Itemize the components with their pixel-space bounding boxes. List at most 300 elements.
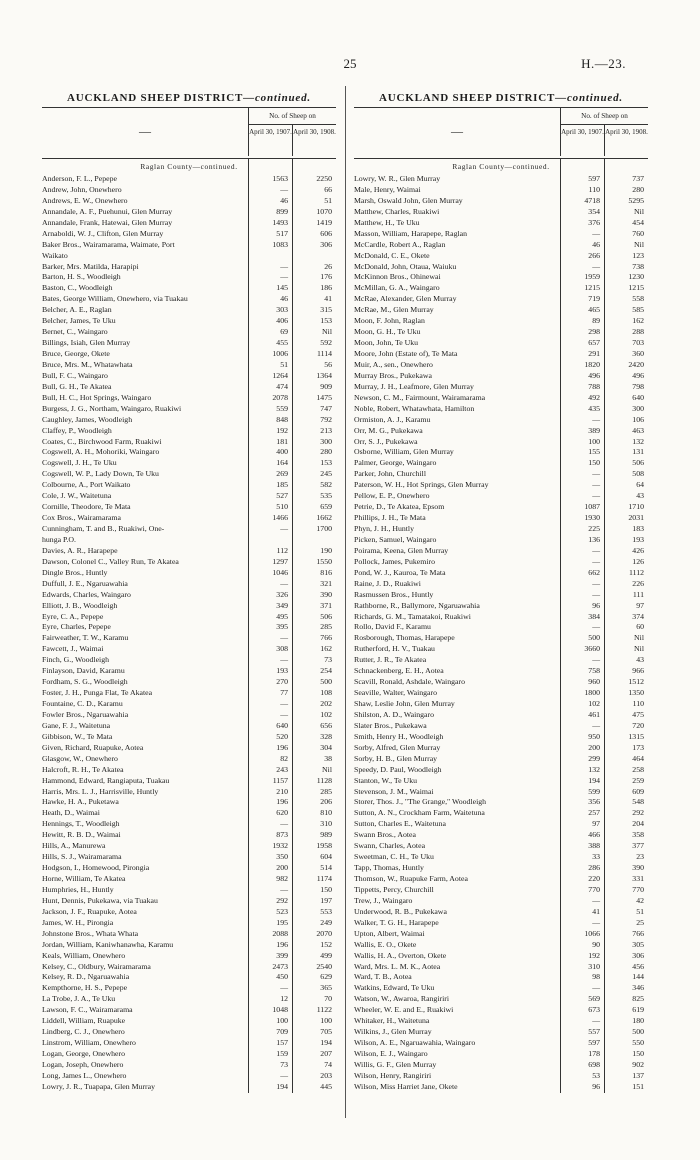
right-rows: [354, 174, 648, 1093]
owner-name: James, W. H., Pirongia: [42, 917, 114, 927]
sheep-1907: 1157: [272, 775, 288, 785]
table-row: [354, 622, 648, 633]
table-row: [42, 852, 336, 863]
table-row: [354, 765, 648, 776]
sheep-1908: 766: [320, 633, 332, 643]
table-row: [354, 929, 648, 940]
sheep-1908: 535: [320, 491, 332, 501]
sheep-1908: 5295: [628, 195, 644, 205]
table-row: [42, 196, 336, 207]
owner-name: Waikato: [42, 250, 68, 260]
owner-name: Andrews, E. W., Onewhero: [42, 195, 128, 205]
table-row: [354, 918, 648, 929]
table-row: [354, 196, 648, 207]
sheep-1907: —: [280, 819, 288, 829]
owner-name: Noble, Robert, Whatawhata, Hamilton: [354, 403, 475, 413]
sheep-1907: 400: [276, 447, 288, 457]
table-row: [354, 272, 648, 283]
owner-name: Underwood, R. B., Pukekawa: [354, 906, 447, 916]
table-row: [354, 458, 648, 469]
sheep-1908: 1700: [316, 524, 332, 533]
owner-name: Finlayson, David, Karamu: [42, 666, 125, 676]
right-subheading-text: Raglan County—continued.: [452, 162, 550, 171]
sheep-1907: 384: [588, 611, 600, 621]
table-row: [354, 360, 648, 371]
sheep-1908: 609: [632, 786, 644, 796]
owner-name: Pollock, James, Pukemiro: [354, 556, 435, 566]
sheep-1907: 178: [588, 1049, 600, 1058]
sheep-1907: 1493: [272, 217, 288, 227]
sheep-1907: 788: [588, 381, 600, 391]
table-row: [42, 229, 336, 240]
owner-name: McDonald, C. E., Okete: [354, 250, 430, 260]
table-row: [354, 601, 648, 612]
sheep-1907: 950: [588, 731, 600, 741]
sheep-1908: 186: [320, 283, 332, 293]
owner-name: Murray, J. H., Leafmore, Glen Murray: [354, 381, 474, 391]
sheep-1908: 810: [320, 808, 332, 818]
sheep-1908: 100: [320, 1016, 332, 1026]
owner-name: Rutter, J. R., Te Akatea: [354, 655, 427, 665]
owner-name: Keals, William, Onewhero: [42, 950, 126, 960]
sheep-1907: 200: [588, 742, 600, 752]
left-header-year-1908: April 30, 1908.: [292, 124, 336, 156]
sheep-1908: 315: [320, 305, 332, 315]
table-row: [42, 174, 336, 185]
table-row: [42, 327, 336, 338]
table-row: [354, 699, 648, 710]
sheep-1907: 1264: [272, 370, 288, 380]
table-row: [354, 349, 648, 360]
owner-name: McMillan, G. A., Waingaro: [354, 283, 440, 293]
left-heading-continued: —continued.: [243, 92, 311, 104]
table-row: [42, 1082, 336, 1093]
table-row: [42, 535, 336, 546]
owner-name: Lindberg, C. J., Onewhero: [42, 1027, 125, 1037]
table-row: [42, 360, 336, 371]
table-row: [354, 174, 648, 185]
table-row: [354, 437, 648, 448]
sheep-1908: 1364: [316, 370, 332, 380]
table-row: [354, 940, 648, 951]
sheep-1907: 406: [276, 316, 288, 326]
sheep-1907: 597: [588, 174, 600, 183]
sheep-1907: 89: [592, 316, 600, 326]
table-row: [42, 885, 336, 896]
sheep-1908: Nil: [634, 644, 644, 654]
owner-name: Gibbison, W., Te Mata: [42, 731, 113, 741]
owner-name: Petrie, D., Te Akatea, Epsom: [354, 502, 445, 512]
owner-name: Bruce, George, Okete: [42, 349, 110, 358]
sheep-1908: 360: [632, 349, 644, 358]
owner-name: La Trobe, J. A., Te Uku: [42, 994, 116, 1004]
owner-name: Schnackenberg, E. H., Aotea: [354, 666, 444, 676]
owner-name: Fowler Bros., Ngaruawahia: [42, 709, 129, 719]
table-row: [354, 426, 648, 437]
sheep-1907: —: [592, 261, 600, 271]
sheep-1907: 2473: [272, 961, 288, 971]
sheep-1908: 456: [632, 961, 644, 971]
sheep-1908: 74: [324, 1059, 332, 1069]
table-row: [42, 896, 336, 907]
sheep-1907: —: [592, 578, 600, 588]
table-row: [354, 721, 648, 732]
owner-name: Fordham, S. G., Woodleigh: [42, 677, 128, 687]
sheep-1907: 662: [588, 567, 600, 577]
sheep-1908: 499: [320, 950, 332, 960]
sheep-1908: Nil: [322, 327, 332, 337]
sheep-1907: 356: [588, 797, 600, 807]
sheep-1907: 620: [276, 808, 288, 818]
owner-name: Annandale, A. F., Puehunui, Glen Murray: [42, 206, 173, 216]
sheep-1908: 500: [320, 677, 332, 687]
table-row: [354, 546, 648, 557]
table-row: [42, 207, 336, 218]
table-row: [42, 962, 336, 973]
owner-name: Phyn, J. H., Huntly: [354, 524, 414, 533]
sheep-1907: —: [280, 578, 288, 588]
table-row: [42, 666, 336, 677]
sheep-1907: 220: [588, 874, 600, 883]
sheep-1907: 102: [588, 699, 600, 708]
table-row: [42, 972, 336, 983]
owner-name: Pellow, E. P., Onewhero: [354, 491, 430, 501]
sheep-1907: 450: [276, 972, 288, 982]
right-column: [354, 92, 648, 1093]
sheep-1907: 193: [276, 666, 288, 676]
owner-name: Andrew, John, Onewhero: [42, 184, 122, 194]
owner-name: Jackson, J. F., Ruapuke, Aotea: [42, 906, 137, 916]
sheep-1908: 97: [636, 600, 644, 610]
owner-name: Phillips, J. H., Te Mata: [354, 513, 426, 523]
owner-name: Foster, J. H., Punga Flat, Te Akatea: [42, 688, 153, 698]
sheep-1908: 305: [632, 939, 644, 949]
sheep-1907: 349: [276, 600, 288, 610]
sheep-1908: 137: [632, 1070, 644, 1080]
table-row: [354, 185, 648, 196]
owner-name: McCardle, Robert A., Raglan: [354, 239, 446, 249]
table-row: [354, 852, 648, 863]
owner-name: Parker, John, Churchill: [354, 469, 427, 479]
sheep-1907: 310: [588, 961, 600, 971]
sheep-1907: 210: [276, 786, 288, 796]
sheep-1908: 245: [320, 469, 332, 479]
table-row: [354, 951, 648, 962]
sheep-1907: —: [592, 556, 600, 566]
table-row: [354, 491, 648, 502]
owner-name: Matthew, H., Te Uku: [354, 217, 420, 227]
sheep-1907: 640: [276, 720, 288, 730]
sheep-1908: 720: [632, 720, 644, 730]
sheep-1907: 269: [276, 469, 288, 479]
owner-name: Rollo, David F., Karamu: [354, 622, 431, 632]
owner-name: Hammond, Edward, Rangiaputa, Tuakau: [42, 775, 170, 785]
sheep-1907: 492: [588, 392, 600, 402]
sheep-1908: 358: [632, 830, 644, 840]
owner-name: Moore, John (Estate of), Te Mata: [354, 349, 458, 358]
sheep-1907: 308: [276, 644, 288, 654]
table-row: [42, 743, 336, 754]
sheep-1907: 376: [588, 217, 600, 227]
table-row: [354, 841, 648, 852]
table-row: [354, 218, 648, 229]
sheep-1908: 346: [632, 983, 644, 993]
table-row: [354, 666, 648, 677]
sheep-1908: 132: [632, 436, 644, 446]
owner-name: McRae, Alexander, Glen Murray: [354, 294, 457, 304]
owner-name: Whitaker, H., Waitetuna: [354, 1016, 430, 1026]
owner-name: Ormiston, A. J., Karamu: [354, 414, 431, 424]
sheep-1908: 475: [632, 709, 644, 719]
sheep-1907: 2078: [272, 392, 288, 402]
sheep-1907: —: [592, 720, 600, 730]
sheep-1907: 51: [280, 359, 288, 369]
table-row: [354, 732, 648, 743]
sheep-1907: —: [592, 622, 600, 632]
table-row: [42, 251, 336, 262]
table-row: [42, 841, 336, 852]
table-row: [42, 699, 336, 710]
sheep-1907: 982: [276, 874, 288, 883]
sheep-1907: 599: [588, 786, 600, 796]
sheep-1907: 709: [276, 1027, 288, 1037]
sheep-1907: 520: [276, 731, 288, 741]
owner-name: Sutton, Charles E., Waitetuna: [354, 819, 446, 829]
owner-name: Seaville, Walter, Waingaro: [354, 688, 438, 698]
table-row: [354, 447, 648, 458]
sheep-1908: 254: [320, 666, 332, 676]
table-row: [354, 404, 648, 415]
sheep-1907: 192: [588, 950, 600, 960]
sheep-1907: —: [280, 983, 288, 993]
sheep-1907: 873: [276, 830, 288, 840]
owner-name: Shaw, Leslie John, Glen Murray: [354, 699, 455, 708]
sheep-1907: —: [592, 983, 600, 993]
right-heading-text: AUCKLAND SHEEP DISTRICT: [379, 92, 556, 104]
sheep-1908: 1350: [628, 688, 644, 698]
sheep-1907: —: [280, 524, 288, 533]
sheep-1908: 151: [632, 1081, 644, 1091]
owner-name: Speedy, D. Paul, Woodleigh: [354, 764, 442, 774]
sheep-1907: 461: [588, 709, 600, 719]
owner-name: Harris, Mrs. L. J., Harrisville, Huntly: [42, 786, 159, 796]
sheep-1907: 758: [588, 666, 600, 676]
left-header-sheep-count: No. of Sheep on: [248, 108, 336, 125]
sheep-1908: 152: [320, 939, 332, 949]
left-heading-text: AUCKLAND SHEEP DISTRICT: [67, 92, 244, 104]
owner-name: McRae, M., Glen Murray: [354, 305, 434, 315]
table-row: [42, 797, 336, 808]
sheep-1907: 150: [588, 458, 600, 468]
owner-name: Bull, G. H., Te Akatea: [42, 381, 112, 391]
sheep-1908: 464: [632, 753, 644, 763]
sheep-1908: 585: [632, 305, 644, 315]
sheep-1907: 4718: [584, 195, 600, 205]
owner-name: Long, James L., Onewhero: [42, 1070, 127, 1080]
sheep-1908: 42: [636, 895, 644, 905]
sheep-1908: 463: [632, 425, 644, 435]
sheep-1907: 100: [276, 1016, 288, 1026]
owner-name: Willis, G. F., Glen Murray: [354, 1059, 437, 1069]
sheep-1908: 550: [632, 1038, 644, 1048]
sheep-1907: 159: [276, 1049, 288, 1058]
owner-name: Hills, S. J., Wairamarama: [42, 852, 122, 862]
owner-name: Cogswell, W. P., Lady Down, Te Uku: [42, 469, 159, 479]
table-row: [42, 426, 336, 437]
table-row: [354, 1060, 648, 1071]
sheep-1908: 43: [636, 491, 644, 501]
sheep-1907: —: [280, 884, 288, 894]
owner-name: Cunningham, T. and B., Ruakiwi, One-: [42, 524, 165, 533]
owner-name: Bull, H. C., Hot Springs, Waingaro: [42, 392, 152, 402]
sheep-1907: 1006: [272, 349, 288, 358]
table-row: [42, 240, 336, 251]
table-row: [42, 294, 336, 305]
sheep-1908: 1710: [628, 502, 644, 512]
sheep-1908: 1419: [316, 217, 332, 227]
table-row: [42, 491, 336, 502]
sheep-1907: 495: [276, 611, 288, 621]
owner-name: Poirama, Keena, Glen Murray: [354, 545, 449, 555]
sheep-1908: 1215: [628, 283, 644, 293]
owner-name: Kempthorne, H. S., Pepepe: [42, 983, 128, 993]
table-row: [42, 754, 336, 765]
sheep-1907: 657: [588, 338, 600, 348]
left-header-dash: —: [139, 124, 151, 138]
sheep-1908: 206: [320, 797, 332, 807]
owner-name: Bates, George William, Onewhero, via Tuakau: [42, 294, 188, 304]
sheep-1908: 258: [632, 764, 644, 774]
page-number: 25: [343, 56, 357, 71]
table-row: [42, 819, 336, 830]
table-row: [42, 579, 336, 590]
owner-name: Storer, Thos. J., "The Grange," Woodleigh: [354, 797, 487, 807]
sheep-1907: 225: [588, 524, 600, 533]
sheep-1907: 196: [276, 742, 288, 752]
owner-name: Hunt, Dennis, Pukekawa, via Tuakau: [42, 895, 158, 905]
sheep-1908: 2540: [316, 961, 332, 971]
owner-name: Linstrom, William, Onewhero: [42, 1038, 136, 1048]
owner-name: Billings, Isiah, Glen Murray: [42, 338, 131, 348]
table-row: [42, 732, 336, 743]
table-row: [354, 710, 648, 721]
sheep-1907: —: [280, 261, 288, 271]
sheep-1908: 193: [632, 534, 644, 544]
owner-name: Kelsey, R. D., Ngaruawahia: [42, 972, 130, 982]
sheep-1908: 582: [320, 480, 332, 490]
owner-name: Moon, G. H., Te Uku: [354, 327, 421, 337]
sheep-1907: 350: [276, 852, 288, 862]
owner-name: Ward, Mrs. L. M. K., Aotea: [354, 961, 441, 971]
sheep-1908: 285: [320, 622, 332, 632]
owner-name: Osborne, William, Glen Murray: [354, 447, 454, 457]
sheep-1907: 500: [588, 633, 600, 643]
left-table-header: [42, 107, 336, 159]
table-row: [354, 962, 648, 973]
sheep-1908: 194: [320, 1038, 332, 1048]
sheep-1907: 1800: [584, 688, 600, 698]
left-rows: [42, 174, 336, 1093]
sheep-1907: —: [592, 469, 600, 479]
table-row: [354, 393, 648, 404]
sheep-1908: 548: [632, 797, 644, 807]
sheep-1908: 144: [632, 972, 644, 982]
table-row: [42, 612, 336, 623]
owner-name: Gane, F. J., Waitetuna: [42, 720, 111, 730]
owner-name: Cogswell, J. H., Te Uku: [42, 458, 117, 468]
sheep-1908: 619: [632, 1005, 644, 1015]
owner-name: Rasmussen Bros., Huntly: [354, 589, 434, 599]
sheep-1908: 558: [632, 294, 644, 304]
sheep-1907: —: [592, 545, 600, 555]
sheep-1907: 157: [276, 1038, 288, 1048]
owner-name: Pond, W. J., Kauroa, Te Mata: [354, 567, 446, 577]
owner-name: Sutton, A. N., Crockham Farm, Waitetuna: [354, 808, 485, 818]
sheep-1908: 2031: [628, 513, 644, 523]
table-row: [42, 272, 336, 283]
owner-name: Scavill, Ronald, Ashdale, Waingaro: [354, 677, 465, 687]
sheep-1908: 106: [632, 414, 644, 424]
sheep-1908: 656: [320, 720, 332, 730]
sheep-1908: 41: [324, 294, 332, 304]
owner-name: Swann Bros., Aotea: [354, 830, 416, 840]
left-column: [42, 92, 336, 1093]
sheep-1908: 705: [320, 1027, 332, 1037]
sheep-1908: 825: [632, 994, 644, 1004]
table-row: [354, 513, 648, 524]
sheep-1907: 698: [588, 1059, 600, 1069]
sheep-1908: 703: [632, 338, 644, 348]
sheep-1907: —: [592, 895, 600, 905]
owner-name: Walker, T. G. H., Harapepe: [354, 917, 439, 927]
sheep-1907: 98: [592, 972, 600, 982]
table-row: [42, 415, 336, 426]
sheep-1907: 164: [276, 458, 288, 468]
table-row: [354, 283, 648, 294]
sheep-1908: 1128: [316, 775, 332, 785]
sheep-1908: 331: [632, 874, 644, 883]
owner-name: McKinnon Bros., Ohinewai: [354, 272, 441, 282]
sheep-1908: 604: [320, 852, 332, 862]
sheep-1907: 243: [276, 764, 288, 774]
sheep-1908: 1070: [316, 206, 332, 216]
sheep-1908: 1230: [628, 272, 644, 282]
owner-name: Halcroft, R. H., Te Akatea: [42, 764, 124, 774]
table-row: [354, 972, 648, 983]
owner-name: Rutherford, H. V., Tuakau: [354, 644, 435, 654]
table-row: [42, 863, 336, 874]
table-row: [42, 721, 336, 732]
sheep-1908: 150: [632, 1049, 644, 1058]
sheep-1907: 196: [276, 797, 288, 807]
sheep-1907: 3660: [584, 644, 600, 654]
table-row: [42, 283, 336, 294]
table-row: [354, 371, 648, 382]
sheep-1907: 41: [592, 906, 600, 916]
sheep-1908: 760: [632, 228, 644, 238]
sheep-1908: 1475: [316, 392, 332, 402]
sheep-1908: 180: [632, 1016, 644, 1026]
sheep-1908: 259: [632, 775, 644, 785]
sheep-1907: 455: [276, 338, 288, 348]
sheep-1908: Nil: [634, 206, 644, 216]
sheep-1908: 2250: [316, 174, 332, 183]
owner-name: Dingle Bros., Huntly: [42, 567, 108, 577]
sheep-1907: —: [592, 491, 600, 501]
owner-name: Colbourne, A., Port Waikato: [42, 480, 131, 490]
sheep-1908: 514: [320, 863, 332, 873]
sheep-1908: 390: [320, 589, 332, 599]
